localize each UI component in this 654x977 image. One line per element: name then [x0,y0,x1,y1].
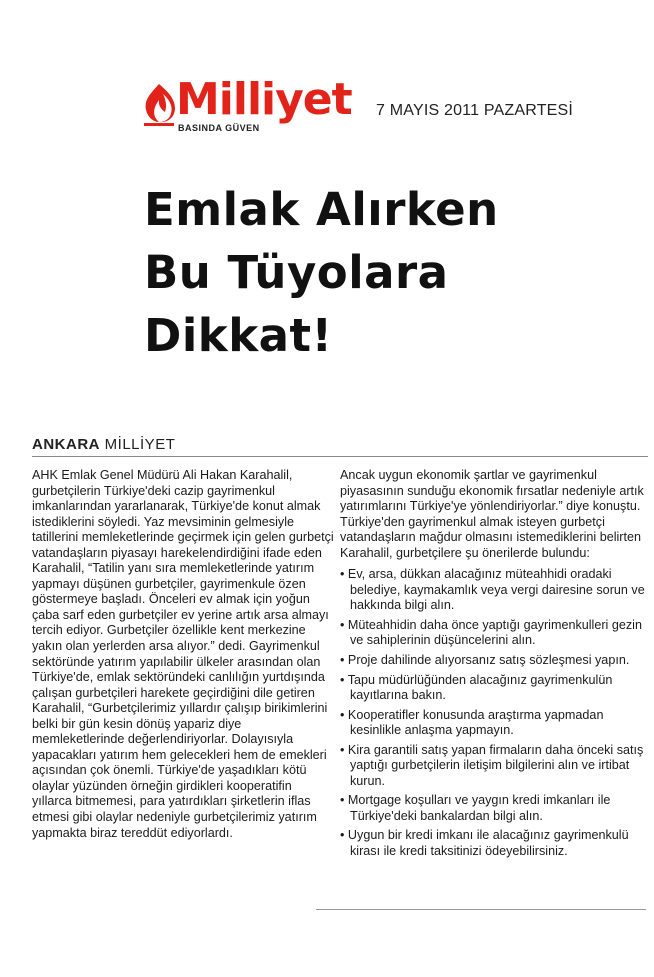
headline-line: Emlak Alırken [144,183,499,236]
logo-tagline: BASINDA GÜVEN [178,123,260,133]
article-column-right [340,468,645,864]
divider [32,456,648,457]
article-paragraph: AHK Emlak Genel Müdürü Ali Hakan Karahalil, gurbetçilerin Türkiye'deki cazip gayrimenkul imkanlarından yararlanarak, Türkiye'de konut almak istediklerini söyledi. Yaz mevsiminin gelmesiyle tatillerini memleketlerinde geçirmek için gelen gurbetçi vatandaşların piyasayı harekelendirdiğini ifade eden Karahalil, “Tatilin yanı sıra memleketlerinde yatırım yapmayı düşünen gurbetçiler, gayrimenkule özen göstermeye başladı. Önceleri ev almak için yoğun çaba sarf eden gurbetçiler ev yerine artık arsa almayı tercih ediyor. Gurbetçiler özellikle kent merkezine yakın olan yerlerden arsa alıyor.” dedi. Gayrimenkul sektöründe yatırım yapılabilir ülkeler arasından olan Türkiye'de, emlak sektöründeki canlılığın yurtdışında çalışan gurbetçileri harekete geçirdiğini dile getiren Karahalil, “Gurbetçilerimiz yıllardır çalışıp birikimlerini belki bir gün kesin dönüş yapariz diye memleketlerinde değerlendiriyorlar. Dolayısıyla yapacakları yatırım hem gelecekleri hem de emekleri açısından çok önemli. Türkiye'de yaşadıkları kötü olaylar yüzünden örneğin girdikleri kooperatifin yıllarca bitmemesi, para yatırdıkları şirketlerin iflas etmesi gibi olaylar nedeniyle gurbetçilerimiz yatırım yapmakta biraz tereddüt ediyorlardı. [32,468,334,840]
byline [32,436,175,453]
divider [316,909,646,910]
list-item: • Mortgage koşulları ve yaygın kredi imkanları ile Türkiye'deki bankalardan bilgi alın. [340,793,645,824]
list-item: • Ev, arsa, dükkan alacağınız müteahhidi oradaki belediye, kaymakamlık veya vergi dairesine sorun ve hakkında bilgi alın. [340,567,645,614]
list-item: • Kira garantili satış yapan firmaların daha önceki satış yaptığı gurbetçilerin iletişim bilgilerini alın ve irtibat kurun. [340,743,645,790]
tips-list [340,567,645,859]
list-item: • Tapu müdürlüğünden alacağınız gayrimenkulün kayıtlarına bakın. [340,673,645,704]
article-paragraph: Ancak uygun ekonomik şartlar ve gayrimenkul piyasasının sunduğu ekonomik fırsatlar nedeniyle artık yatırımlarını Türkiye'ye yönlendiriyorlar.” diye konuştu. Türkiye'den gayrimenkul almak isteyen gurbetçi vatandaşların mağdur olmasını istemediklerini belirten Karahalil, gurbetçilere şu önerilerde bulundu: [340,468,644,560]
publication-date: 7 MAYIS 2011 PAZARTESİ [376,102,574,119]
byline-source: MİLLİYET [104,436,176,453]
headline-line: Dikkat! [144,309,333,362]
masthead [140,74,580,140]
headline-line: Bu Tüyolara [144,246,449,299]
byline-city: ANKARA [32,436,100,453]
flame-logo-icon [140,82,178,128]
article-column-left [32,468,334,841]
headline [144,178,604,367]
list-item: • Kooperatifler konusunda araştırma yapmadan kesinlikle anlaşma yapmayın. [340,708,645,739]
list-item: • Uygun bir kredi imkanı ile alacağınız gayrimenkulü kirası ile kredi taksitinizi ödeyebilirsiniz. [340,828,645,859]
list-item: • Proje dahilinde alıyorsanız satış sözleşmesi yapın. [340,653,645,669]
list-item: • Müteahhidin daha önce yaptığı gayrimenkulleri gezin ve sahiplerinin düşüncelerini alın. [340,618,645,649]
logo-wordmark: Milliyet [176,74,352,125]
